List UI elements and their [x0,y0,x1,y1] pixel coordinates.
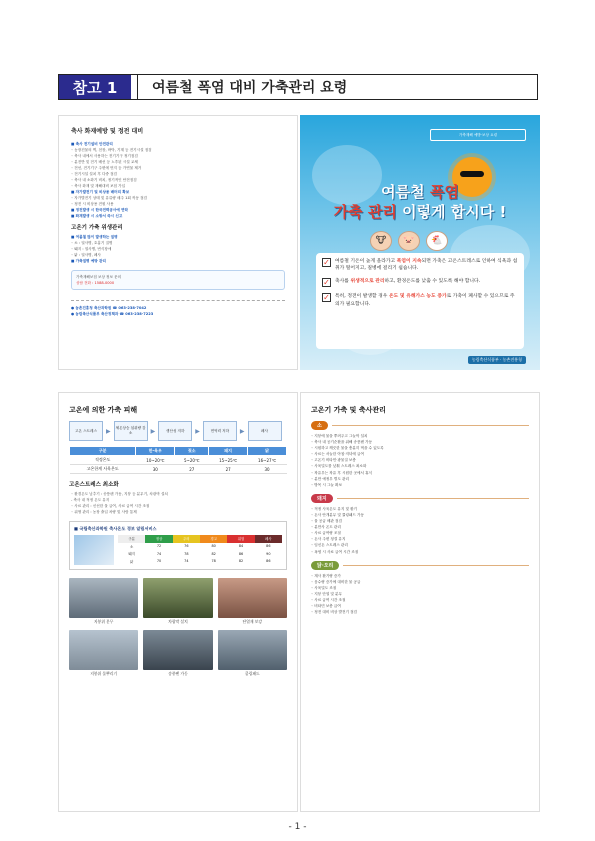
table-row [118,543,282,551]
table-cell: 86 [266,559,271,564]
table-cell: 76 [184,544,189,549]
table-cell: 정상 [145,535,172,543]
text-line: ◦ 폭염 시 사료 급여 시간 조절 [311,549,359,554]
checklist-item [322,278,518,287]
text-line: ◦ 사료는 서늘한 아침·저녁에 급여 [311,452,364,457]
flow-step: 체온상승 섭취량 감소 [114,421,148,441]
section-header [311,494,529,503]
text-line: ◦ 위생 관리 : 농장 출입 차량 및 사람 통제 [71,510,137,514]
photo-caption: 쿨링패드 [244,671,260,676]
text-line: ◦ 닭 : 열사병, 폐사 [71,253,101,257]
photo-caption: 차광막 설치 [168,619,188,624]
checklist-text-post: 되면 가축은 고온스트레스로 인하여 식욕과 섭취가 떨어지고, 질병에 걸리기 쉽습니다. [335,259,518,272]
text-line: ◦ 분만사 온도 관리 [311,525,341,530]
fire-prevention-title: 축사 화재예방 및 정전 대비 [71,128,144,135]
table-cell: 80 [211,544,216,549]
page-header [58,74,538,100]
insurance-note-text: 가축재해보험 보상 정보 문의 [76,275,122,279]
table-cell: 폐사 [255,535,282,543]
table-cell: 30 [248,465,287,474]
table-cell: 86 [238,551,244,556]
table-cell: 78 [184,551,189,556]
text-line: ◦ 방목 시 그늘 확보 [311,482,342,487]
section-divider [343,565,529,566]
text-line: ■ 축사 전기설비 안전관리 [71,142,113,146]
text-line: ◦ 소 : 열사병, 호흡기 질병 [71,241,113,245]
text-line: ◦ 분만 예정우 별도 관리 [311,476,349,481]
table-cell: 위험 [227,535,254,543]
chicken-icon: 🐔 [426,231,448,251]
heatwave-poster [300,115,540,370]
photo-image [69,630,138,670]
photo-image [143,578,212,618]
section-tag: 돼지 [311,494,333,503]
poster-headline-1: 여름철 폭염 [381,183,459,201]
stress-title: 고온스트레스 최소화 [69,482,119,488]
photo-caption: 지붕위 물뿌리기 [90,671,118,676]
checklist-text-post: 로 가축이 폐사할 수 있으므로 주의가 필요합니다. [335,294,515,307]
text-line: ◦ 비타민 보충 급여 [311,604,341,609]
fire-prevention-panel [58,115,298,370]
photo-caption: 송풍팬 가동 [168,671,188,676]
heat-damage-panel [58,392,298,812]
checklist-text [335,293,518,307]
text-line: ◦ 고온기 비타민·광물질 보충 [311,458,356,463]
section-header [311,421,529,430]
text-line: ◦ 자가발전기 상태 및 유류량 매주 1회 작동 점검 [71,196,148,200]
damage-flow [69,421,287,441]
text-line: - 축사 내 적정 온도 유지 [71,498,110,502]
livestock-care-title: 고온기 가축 및 축사관리 [311,406,386,414]
arrow-icon: ▶ [239,427,245,435]
text-line: ◦ 정전 대비 비상 발전기 점검 [311,610,358,615]
section-tag: 닭·오리 [311,561,339,570]
arrow-icon: ▶ [195,427,200,435]
text-line: ◦ 사육밀도 조절 [311,585,337,590]
photo-item [143,630,212,677]
photo-item [143,578,212,625]
pig-icon: 🐷 [398,231,420,251]
rda-table [118,535,282,565]
table-header: 닭 [248,447,287,456]
table-cell: 27 [209,465,248,474]
table-header: 돼지 [209,447,248,456]
table-cell: 70 [156,559,162,564]
checkmark-icon: ✓ [323,278,330,288]
text-line: ◦ 착유우는 착유 후 시원한 곳에서 휴식 [311,470,373,475]
table-row [118,558,282,566]
table-cell: 84 [238,544,244,549]
table-cell: 소 [130,544,134,549]
arrow-icon: ▶ [106,427,111,435]
table-row [70,456,287,465]
text-line: ◦ 농장건물의 벽, 천장, 바닥, 기계 등 전기시설 점검 [71,148,152,152]
text-line: ◦ 계사 환기량 증가 [311,573,341,578]
text-line: ◦ 지붕 단열 및 분무 [311,591,342,596]
text-line: ■ 화재발생 시 소방서 즉시 신고 [71,214,123,218]
text-line: ◦ 돈사 주변 청결 유지 [311,537,346,542]
photo-image [69,578,138,618]
text-line: ■ 가축질병 예방 관리 [71,259,106,263]
photo-item [69,578,138,625]
text-line: ◦ 축사 화재 및 재해대비 보험 가입 [71,184,126,188]
text-line: ■ 정전발생 시 한국전력공사에 연락 [71,208,129,212]
livestock-care-panel [300,392,540,812]
poster-headline-2: 가축 관리 이렇게 합시다 ! [333,203,507,221]
section-header [311,561,529,570]
table-cell: 주의 [173,535,200,543]
checklist-text-highlight: 폭염이 지속 [396,259,422,264]
checklist-text-pre: 특히, 정전이 발생할 경우 [335,294,389,300]
table-header: 구분 [70,447,136,456]
table-header: 한·육우 [136,447,175,456]
poster-tag: 가축재해 예방·보상 요령 [430,129,526,141]
table-cell: 닭 [130,559,134,564]
photo-grid [69,578,287,677]
table-cell: 경고 [200,535,227,543]
text-line: ◦ 축사 내 소화기 비치, 정기적인 안전점검 [71,178,137,182]
table-cell: 적정온도 [70,456,136,465]
text-line: ■ 자가발전기 및 비상용 배터리 확보 [71,190,130,194]
table-header: 젖소 [175,447,209,456]
text-line: ◦ 분전반 및 전기 배선 등 노후된 시설 교체 [71,160,138,164]
photo-caption: 단열재 보강 [242,619,263,624]
checklist-text-post: 하고, 환경온도를 낮출 수 있도록 해야 합니다. [384,279,481,285]
checklist-text [335,278,480,285]
table-row [70,465,287,474]
animal-icons [370,231,448,251]
table-cell: 30 [136,465,175,474]
contact-item: ● 농촌진흥청 축산과학원 ☎ 063-238-7042 [71,306,147,310]
flow-step: 폐사 [248,421,282,441]
table-cell: 90 [266,551,271,556]
text-line: ◦ 축사 내 공기순환을 위해 송풍팬 가동 [311,440,373,445]
table-cell: 86 [266,544,271,549]
table-cell: 72 [156,544,162,549]
table-cell: 27 [175,465,209,474]
table-cell: 돼지 [128,552,135,557]
text-line: ◦ 임신돈 스트레스 관리 [311,543,348,548]
flow-step: 생산성 저하 [158,421,192,441]
checklist-text [335,258,518,272]
checkmark-icon: ✓ [323,293,330,303]
section-divider [332,425,529,426]
photo-image [218,630,287,670]
table-cell: 74 [184,559,189,564]
text-line: ◦ 사료 급여량 조절 [311,531,341,536]
page-number: - 1 - [288,822,307,832]
photo-item [218,578,287,625]
table-row [118,550,282,558]
text-line: ◦ 사육밀도를 낮춰 스트레스 최소화 [311,464,367,469]
contact-list [71,300,285,317]
text-line: ◦ 물 공급 배관 점검 [311,519,342,524]
text-line: ◦ 지붕에 물을 뿌려주고 그늘막 설치 [311,434,368,438]
insurance-cta: 상담 전화 : 1588-0000 [76,281,115,285]
temperature-table [69,446,287,474]
table-cell: 78 [211,559,216,564]
rda-image [74,535,114,565]
table-row [118,535,282,543]
checklist-item [322,293,518,307]
text-line: ◦ 돼지 : 열사병, 번식장애 [71,247,112,251]
text-line: ◦ 전기시설 설치 후 다중 점검 [71,172,118,176]
checklist-text-pre: 축사를 [335,279,351,285]
text-line: ◦ 사료 관리 : 신선한 물 급여, 사료 급여 시간 조절 [71,504,150,508]
table-cell: 82 [238,559,244,564]
hygiene-title: 고온기 가축 위생관리 [71,225,123,231]
text-line: ◦ 시원하고 깨끗한 물을 충분히 먹을 수 있도록 [311,446,384,451]
checklist-item [322,258,518,272]
checklist [316,253,524,349]
table-cell: 15~25℃ [209,456,248,465]
section-divider [337,498,529,499]
photo-image [218,578,287,618]
checklist-text-highlight: 위생적으로 관리 [350,279,385,285]
table-cell: 82 [211,551,216,556]
rda-alert-title: ■ 국립축산과학원 축사온도 경보 알림서비스 [74,526,157,531]
table-cell: 고온한계 사육온도 [70,465,136,474]
text-line: ◦ 사료 급여 시간 조절 [311,597,346,602]
flow-step: 고온 스트레스 [69,421,103,441]
contact-item: ● 농림축산식품부 축산정책과 ☎ 063-238-7223 [71,312,154,316]
table-cell: 16~27℃ [248,456,287,465]
checklist-text-pre: 여름철 기온이 높게 올라가고 [335,259,397,264]
text-line: ◦ 음수량 증가에 대비한 물 공급 [311,579,361,584]
reference-tag: 참고 1 [59,75,131,99]
text-line: ◦ 적정 사육온도 유지 및 환기 [311,506,358,511]
table-cell: 5~20℃ [175,456,209,465]
photo-item [69,630,138,677]
table-cell: 10~20℃ [136,456,175,465]
arrow-icon: ▶ [150,427,156,435]
text-line: ◦ 환경온도 낮추기 : 송풍팬 가동, 지붕 등 분무기, 차광막 설치 [71,492,168,496]
photo-caption: 지붕위 분무 [93,619,114,624]
text-line: ■ 여름철 많이 발생하는 질병 [71,235,118,239]
table-cell: 구분 [118,535,145,543]
flow-step: 면역력 저하 [203,421,237,441]
text-line: ◦ 돈사 안개분무 및 쿨링패드 가동 [311,512,364,517]
checkmark-icon: ✓ [323,258,330,267]
text-line: ◦ 축사 내에서 사용하는 전기기구 정기점검 [71,154,138,158]
rda-alert-box [69,521,287,570]
section-tag: 소 [311,421,328,430]
checklist-text-highlight: 온도 및 유해가스 농도 증가 [388,294,447,300]
text-line: ◦ 전선, 전기기구 주변에 먼지 등 가연물 제거 [71,166,142,170]
ministry-logo: 농림축산식품부 · 농촌진흥청 [468,356,526,364]
photo-item [218,630,287,677]
photo-image [143,630,212,670]
heat-damage-title: 고온에 의한 가축 피해 [69,406,138,414]
page-title: 여름철 폭염 대비 가축관리 요령 [137,75,537,99]
text-line: ◦ 정전 시 비상용 전원 사용 [71,202,114,206]
table-cell: 74 [156,551,162,556]
cow-icon: 🐮 [370,231,392,251]
insurance-note [71,270,285,290]
